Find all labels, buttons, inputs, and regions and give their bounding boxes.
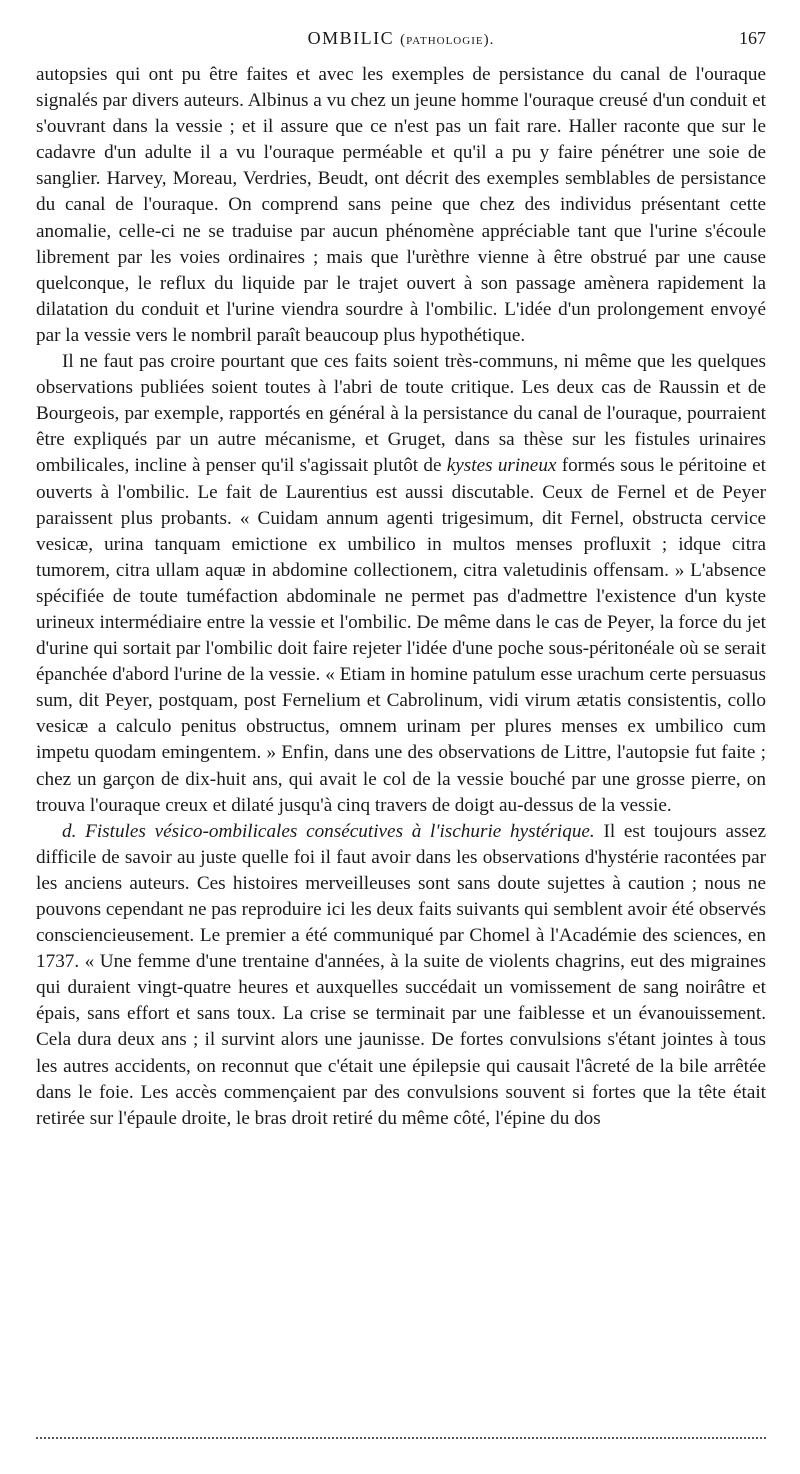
paragraph-3-body: Il est toujours assez difficile de savoir au juste quelle foi il faut avoir dans les observations d'hystérie racontées par les anciens auteurs. Ces histoires merveilleuses sont sans doute sujettes à caution ; nous ne pouvons cependant ne pas reproduire ici les deux faits suivants qui semblent avoir été observés consciencieusement. Le premier a été communiqué par Chomel à l'Académie des sciences, en 1737. « Une femme d'une trentaine d'années, à la suite de violents chagrins, eut des migraines qui duraient vingt-quatre heures et auxquelles succédait un vomissement de sang noirâtre et épais, sans effort et sans toux. La crise se terminait par une faiblesse et un évanouissement. Cela dura deux ans ; il survint alors une jaunisse. De fortes convulsions s'étant jointes à tous les autres accidents, on reconnut que c'était une épilepsie qui causait l'âcreté de la bile arrêtée dans le foie. Les accès commençaient par des convulsions souvent si fortes que la tête était retirée sur l'épaule droite, le bras droit retiré du même côté, l'épine du dos (36, 820, 766, 1129)
section-heading: d. Fistules vésico-ombilicales consécutives à l'ischurie hystérique. (62, 820, 595, 842)
paragraph-1: autopsies qui ont pu être faites et avec les exemples de persistance du canal de l'ouraque signalés par divers auteurs. Albinus a vu chez un jeune homme l'ouraque creusé d'un conduit et s'ouvrant dans la vessie ; et il assure que ce n'est pas un fait rare. Haller raconte que sur le cadavre d'un adulte il a vu l'ouraque perméable et qu'il a pu y faire pénétrer une soie de sanglier. Harvey, Moreau, Verdries, Beudt, ont décrit des exemples semblables de persistance du canal de l'ouraque. On comprend sans peine que chez des individus présentant cette anomalie, celle-ci ne se traduise par aucun phénomène appréciable tant que l'urine s'écoule librement par les voies ordinaires ; mais que l'urèthre vienne à être obstrué par une cause quelconque, le reflux du liquide par le trajet ouvert à son passage amènera rapidement la dilatation du conduit et l'urine viendra sourdre à l'ombilic. L'idée d'un prolongement envoyé par la vessie vers le nombril paraît beaucoup plus hypothétique. (36, 64, 766, 346)
running-title-sub: (pathologie). (400, 32, 495, 48)
footer-dotted-rule (36, 1437, 766, 1439)
running-title (36, 28, 766, 49)
running-title-main: OMBILIC (307, 28, 395, 48)
paragraph-2-part-b: formés sous le péritoine et ouverts à l'ombilic. Le fait de Laurentius est aussi discutable. Ceux de Fernel et de Peyer paraissent plus probants. « Cuidam annum agenti trigesimum, dit Fernel, obstructa cervice vesicæ, urina tanquam emictione ex umbilico in multos menses profluxit ; idque citra tumorem, citra ullam aquæ in abdomine collectionem, citra valetudinis offensam. » L'absence spécifiée de toute tuméfaction abdominale ne permet pas d'admettre l'existence d'un kyste urineux intermédiaire entre la vessie et l'ombilic. De même dans le cas de Peyer, la force du jet d'urine qui sortait par l'ombilic doit faire rejeter l'idée d'une poche sous-péritonéale où se serait épanchée d'abord l'urine de la vessie. « Etiam in homine patulum esse urachum certe persuasus sum, dit Peyer, postquam, post Fernelium et Cabrolinum, vidi virum ætatis consistentis, collo vesicæ a calculo penitus obstructus, omnem urinam per plures menses ex umbilico cum impetu quodam emingentem. » Enfin, dans une des observations de Littre, l'autopsie fut faite ; chez un garçon de dix-huit ans, qui avait le col de la vessie bouché par une grosse pierre, on trouva l'ouraque creux et dilaté jusqu'à cinq travers de doigt au-dessus de la vessie. (36, 455, 766, 816)
body-text (36, 62, 766, 1132)
page-number: 167 (739, 28, 766, 48)
paragraph-2-emphasis: kystes urineux (446, 455, 557, 477)
paragraph-3 (36, 819, 766, 1132)
paragraph-2-part-a: Il ne faut pas croire pourtant que ces faits soient très-communs, ni même que les quelques observations publiées soient toutes à l'abri de toute critique. Les deux cas de Raussin et de Bourgeois, par exemple, rapportés en général à la persistance du canal de l'ouraque, pourraient être expliqués par un autre mécanisme, et Gruget, dans sa thèse sur les fistules urinaires ombilicales, incline à penser qu'il s'agissait plutôt de (36, 351, 766, 477)
running-header (36, 28, 766, 58)
paragraph-2 (36, 349, 766, 819)
